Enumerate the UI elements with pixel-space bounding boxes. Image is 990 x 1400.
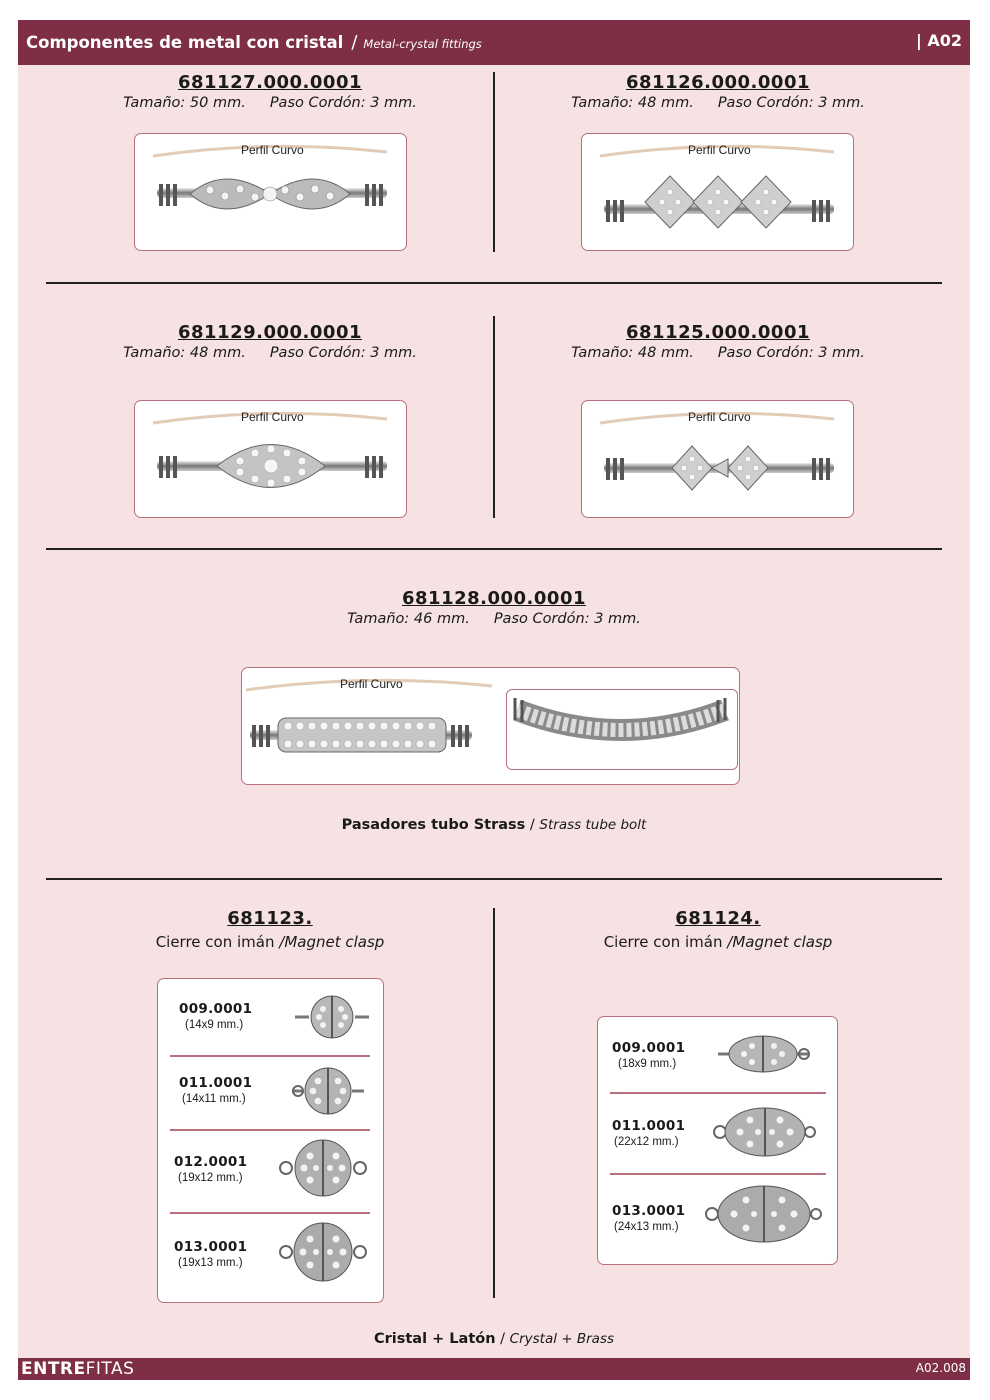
strass-caption <box>18 817 970 833</box>
header-subtitle: Metal-crystal fittings <box>363 37 482 51</box>
product-cord: Paso Cordón: 3 mm. <box>717 345 865 361</box>
product-ref: 681129.000.0001 <box>178 322 362 343</box>
header-title: Componentes de metal con cristal <box>26 33 344 52</box>
product-image-card <box>134 400 407 518</box>
product-specs <box>70 95 470 111</box>
material-caption-sep: / <box>495 1331 510 1347</box>
column-divider <box>493 908 495 1298</box>
clasp-divider <box>170 1055 370 1057</box>
clasp-code: 013.0001 <box>612 1203 686 1219</box>
product-681123 <box>70 908 470 951</box>
clasp-size: (14x9 mm.) <box>185 1019 244 1031</box>
crystal-bolt-double-diamond-icon <box>582 401 854 518</box>
clasp-card-681123 <box>157 978 384 1303</box>
clasp-item <box>598 1203 837 1263</box>
oval-magnet-clasp-icon <box>702 1181 826 1247</box>
page-footer <box>18 1358 970 1380</box>
product-image-card <box>581 133 854 251</box>
brand-light: FITAS <box>85 1359 135 1379</box>
clasp-item <box>158 1001 383 1061</box>
product-desc <box>70 933 470 951</box>
desc-en: /Magnet clasp <box>727 933 833 951</box>
desc-es: Cierre con imán <box>603 933 723 951</box>
clasp-code: 009.0001 <box>612 1040 686 1056</box>
product-681125 <box>518 322 918 361</box>
product-image-card <box>241 667 740 785</box>
clasp-size: (22x12 mm.) <box>614 1136 679 1148</box>
brand-bold: ENTRE <box>21 1359 86 1379</box>
strass-caption-en: Strass tube bolt <box>539 817 647 833</box>
brand-logo <box>21 1359 134 1379</box>
product-specs <box>518 345 918 361</box>
catalog-page <box>18 20 970 1380</box>
clasp-item <box>158 1154 383 1214</box>
section-code: | A02 <box>915 31 962 50</box>
product-681126 <box>518 72 918 111</box>
page-header <box>18 20 970 65</box>
clasp-code: 013.0001 <box>174 1239 248 1255</box>
material-caption-en: Crystal + Brass <box>509 1331 615 1347</box>
row-divider <box>46 282 942 284</box>
row-divider <box>46 548 942 550</box>
crystal-bolt-oval-icon <box>135 134 407 251</box>
clasp-item <box>158 1239 383 1299</box>
product-size: Tamaño: 46 mm. <box>347 611 470 627</box>
product-681127 <box>70 72 470 111</box>
oval-magnet-clasp-icon <box>716 1028 811 1078</box>
material-caption <box>18 1331 970 1347</box>
product-ref: 681123. <box>227 908 313 929</box>
product-cord: Paso Cordón: 3 mm. <box>269 95 417 111</box>
clasp-code: 012.0001 <box>174 1154 248 1170</box>
product-size: Tamaño: 50 mm. <box>123 95 246 111</box>
material-caption-es: Cristal + Latón <box>373 1331 496 1347</box>
product-681128 <box>294 588 694 627</box>
desc-es: Cierre con imán <box>155 933 275 951</box>
clasp-item <box>598 1118 837 1178</box>
product-681124 <box>518 908 918 951</box>
product-desc <box>518 933 918 951</box>
strass-tube-curved-icon <box>507 690 736 768</box>
crystal-bolt-leaf-icon <box>135 401 407 518</box>
product-specs <box>294 611 694 627</box>
clasp-code: 009.0001 <box>179 1001 253 1017</box>
product-specs <box>70 345 470 361</box>
product-image-card <box>581 400 854 518</box>
round-magnet-clasp-icon <box>276 1219 371 1285</box>
profile-label: Perfil Curvo <box>688 410 751 424</box>
profile-label: Perfil Curvo <box>241 410 304 424</box>
profile-label: Perfil Curvo <box>241 143 304 157</box>
clasp-code: 011.0001 <box>179 1075 253 1091</box>
product-cord: Paso Cordón: 3 mm. <box>717 95 865 111</box>
product-size: Tamaño: 48 mm. <box>123 345 246 361</box>
clasp-divider <box>170 1212 370 1214</box>
desc-en: /Magnet clasp <box>279 933 385 951</box>
clasp-divider <box>610 1092 826 1094</box>
crystal-bolt-diamond-icon <box>582 134 854 251</box>
clasp-item <box>158 1075 383 1135</box>
round-magnet-clasp-icon <box>276 1136 371 1200</box>
strass-caption-es: Pasadores tubo Strass <box>341 817 526 833</box>
clasp-divider <box>610 1173 826 1175</box>
oval-magnet-clasp-icon <box>710 1102 820 1162</box>
profile-label: Perfil Curvo <box>340 677 403 691</box>
header-separator: / <box>351 32 358 53</box>
product-specs <box>518 95 918 111</box>
product-ref: 681128.000.0001 <box>402 588 586 609</box>
product-681129 <box>70 322 470 361</box>
clasp-code: 011.0001 <box>612 1118 686 1134</box>
clasp-size: (19x13 mm.) <box>178 1257 243 1269</box>
product-ref: 681127.000.0001 <box>178 72 362 93</box>
product-cord: Paso Cordón: 3 mm. <box>493 611 641 627</box>
strass-caption-sep: / <box>525 817 540 833</box>
round-magnet-clasp-icon <box>293 991 373 1041</box>
clasp-size: (19x12 mm.) <box>178 1172 243 1184</box>
clasp-divider <box>170 1129 370 1131</box>
profile-label: Perfil Curvo <box>688 143 751 157</box>
column-divider <box>493 316 495 518</box>
round-magnet-clasp-icon <box>288 1063 368 1117</box>
clasp-item <box>598 1040 837 1100</box>
clasp-size: (18x9 mm.) <box>618 1058 677 1070</box>
page-code: A02.008 <box>915 1361 966 1375</box>
product-ref: 681124. <box>675 908 761 929</box>
product-cord: Paso Cordón: 3 mm. <box>269 345 417 361</box>
product-ref: 681126.000.0001 <box>626 72 810 93</box>
product-ref: 681125.000.0001 <box>626 322 810 343</box>
product-size: Tamaño: 48 mm. <box>571 95 694 111</box>
product-image-card <box>134 133 407 251</box>
product-size: Tamaño: 48 mm. <box>571 345 694 361</box>
clasp-size: (24x13 mm.) <box>614 1221 679 1233</box>
clasp-card-681124 <box>597 1016 838 1265</box>
column-divider <box>493 72 495 252</box>
row-divider <box>46 878 942 880</box>
strass-tube-detail-card <box>506 689 738 770</box>
clasp-size: (14x11 mm.) <box>182 1093 246 1105</box>
